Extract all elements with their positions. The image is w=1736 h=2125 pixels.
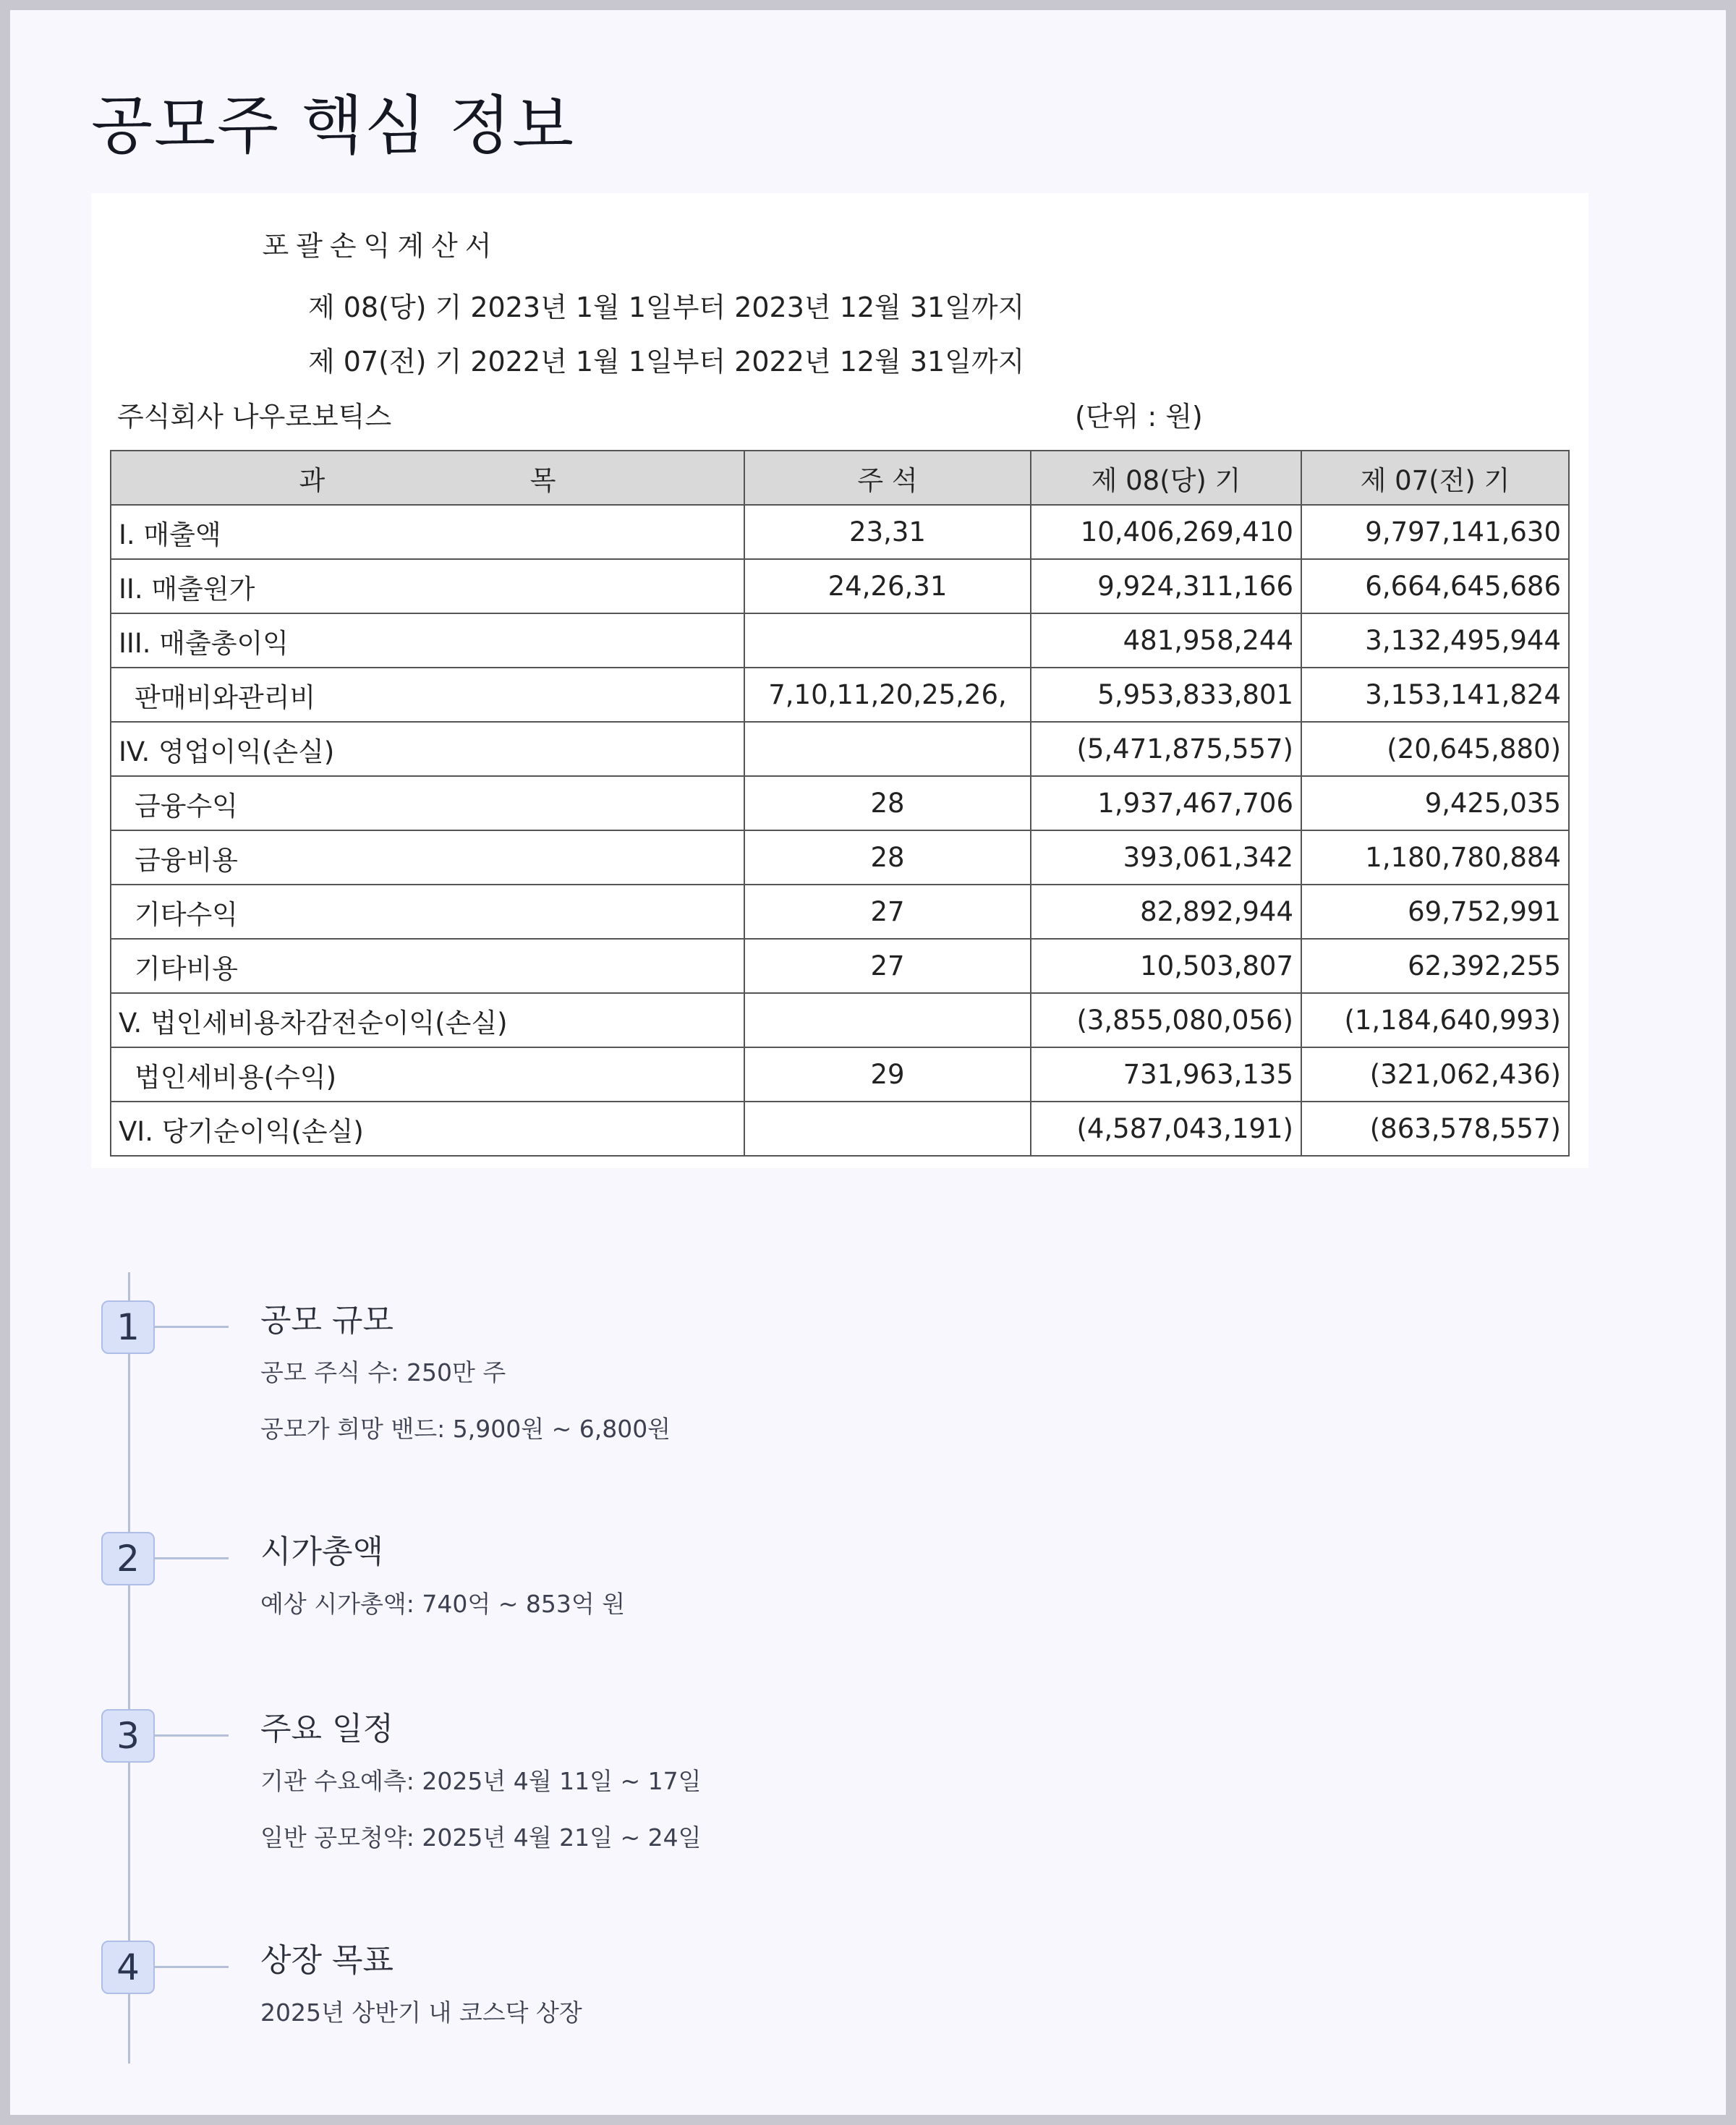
header-subject-part-2: 목 (529, 464, 556, 496)
table-row (111, 668, 1569, 722)
step-title: 상장 목표 (260, 1942, 394, 1979)
cell-subject: I. 매출액 (111, 505, 744, 559)
cell-note: 24,26,31 (744, 559, 1031, 613)
cell-current-period: 5,953,833,801 (1031, 668, 1301, 722)
cell-current-period: 1,937,467,706 (1031, 776, 1301, 830)
step-detail: 공모가 희망 밴드: 5,900원 ~ 6,800원 (260, 1415, 671, 1443)
step-number-badge: 4 (101, 1941, 155, 1994)
cell-note: 7,10,11,20,25,26, (744, 668, 1031, 722)
statement-title: 포괄손익계산서 (262, 230, 499, 262)
cell-subject: 금융수익 (111, 776, 744, 830)
cell-subject: 판매비와관리비 (111, 668, 744, 722)
cell-current-period: (3,855,080,056) (1031, 993, 1301, 1047)
cell-current-period: 10,406,269,410 (1031, 505, 1301, 559)
cell-prior-period: (20,645,880) (1301, 722, 1569, 776)
cell-subject: 기타수익 (111, 885, 744, 939)
cell-note: 29 (744, 1047, 1031, 1102)
step-connector (155, 1557, 229, 1559)
cell-prior-period: 9,797,141,630 (1301, 505, 1569, 559)
cell-note: 28 (744, 830, 1031, 885)
cell-subject: VI. 당기순이익(손실) (111, 1102, 744, 1156)
table-row (111, 885, 1569, 939)
cell-note (744, 722, 1031, 776)
step-connector (155, 1966, 229, 1968)
statement-company: 주식회사 나우로보틱스 (117, 401, 392, 433)
table-row (111, 1102, 1569, 1156)
cell-prior-period: 3,132,495,944 (1301, 613, 1569, 668)
step-detail: 2025년 상반기 내 코스닥 상장 (260, 1998, 582, 2027)
income-statement-image (91, 193, 1588, 1168)
table-row (111, 939, 1569, 993)
step-detail: 일반 공모청약: 2025년 4월 21일 ~ 24일 (260, 1823, 702, 1852)
cell-prior-period: (321,062,436) (1301, 1047, 1569, 1102)
table-row (111, 505, 1569, 559)
header-current-period: 제 08(당) 기 (1031, 451, 1301, 505)
step-connector (155, 1326, 229, 1328)
cell-prior-period: 6,664,645,686 (1301, 559, 1569, 613)
statement-period-current: 제 08(당) 기 2023년 1월 1일부터 2023년 12월 31일까지 (308, 291, 1025, 323)
cell-note: 27 (744, 939, 1031, 993)
cell-subject: V. 법인세비용차감전순이익(손실) (111, 993, 744, 1047)
cell-note: 28 (744, 776, 1031, 830)
cell-subject: 기타비용 (111, 939, 744, 993)
cell-prior-period: (1,184,640,993) (1301, 993, 1569, 1047)
step-connector (155, 1734, 229, 1737)
step-number-badge: 1 (101, 1300, 155, 1354)
step-title: 공모 규모 (260, 1302, 394, 1339)
header-prior-period: 제 07(전) 기 (1301, 451, 1569, 505)
income-statement-table (110, 450, 1570, 1157)
table-row (111, 613, 1569, 668)
step-number-badge: 2 (101, 1532, 155, 1585)
cell-prior-period: (863,578,557) (1301, 1102, 1569, 1156)
cell-current-period: 82,892,944 (1031, 885, 1301, 939)
cell-prior-period: 1,180,780,884 (1301, 830, 1569, 885)
cell-current-period: 481,958,244 (1031, 613, 1301, 668)
cell-subject: II. 매출원가 (111, 559, 744, 613)
cell-subject: 법인세비용(수익) (111, 1047, 744, 1102)
statement-period-prior: 제 07(전) 기 2022년 1월 1일부터 2022년 12월 31일까지 (308, 346, 1025, 378)
cell-note (744, 1102, 1031, 1156)
page-title: 공모주 핵심 정보 (91, 88, 576, 163)
cell-current-period: 393,061,342 (1031, 830, 1301, 885)
table-row (111, 1047, 1569, 1102)
cell-current-period: 10,503,807 (1031, 939, 1301, 993)
cell-subject: 금융비용 (111, 830, 744, 885)
table-body (111, 505, 1569, 1156)
cell-current-period: 731,963,135 (1031, 1047, 1301, 1102)
cell-current-period: 9,924,311,166 (1031, 559, 1301, 613)
cell-subject: III. 매출총이익 (111, 613, 744, 668)
header-subject-part-1: 과 (299, 464, 326, 496)
cell-current-period: (5,471,875,557) (1031, 722, 1301, 776)
cell-note (744, 613, 1031, 668)
cell-prior-period: 3,153,141,824 (1301, 668, 1569, 722)
table-row (111, 776, 1569, 830)
cell-prior-period: 69,752,991 (1301, 885, 1569, 939)
cell-note: 23,31 (744, 505, 1031, 559)
step-detail: 예상 시가총액: 740억 ~ 853억 원 (260, 1590, 626, 1618)
table-row (111, 559, 1569, 613)
page-frame (10, 10, 1726, 2115)
table-row (111, 993, 1569, 1047)
statement-unit: (단위 : 원) (1075, 401, 1203, 433)
step-title: 주요 일정 (260, 1711, 394, 1747)
step-detail: 기관 수요예측: 2025년 4월 11일 ~ 17일 (260, 1767, 702, 1795)
cell-prior-period: 9,425,035 (1301, 776, 1569, 830)
cell-prior-period: 62,392,255 (1301, 939, 1569, 993)
header-note: 주 석 (744, 451, 1031, 505)
cell-note: 27 (744, 885, 1031, 939)
step-title: 시가총액 (260, 1533, 384, 1570)
cell-current-period: (4,587,043,191) (1031, 1102, 1301, 1156)
step-number-badge: 3 (101, 1709, 155, 1763)
step-detail: 공모 주식 수: 250만 주 (260, 1358, 506, 1387)
table-row (111, 830, 1569, 885)
header-subject (111, 451, 744, 505)
ipo-timeline (91, 1272, 1393, 2068)
table-header-row (111, 451, 1569, 505)
table-row (111, 722, 1569, 776)
cell-subject: IV. 영업이익(손실) (111, 722, 744, 776)
cell-note (744, 993, 1031, 1047)
